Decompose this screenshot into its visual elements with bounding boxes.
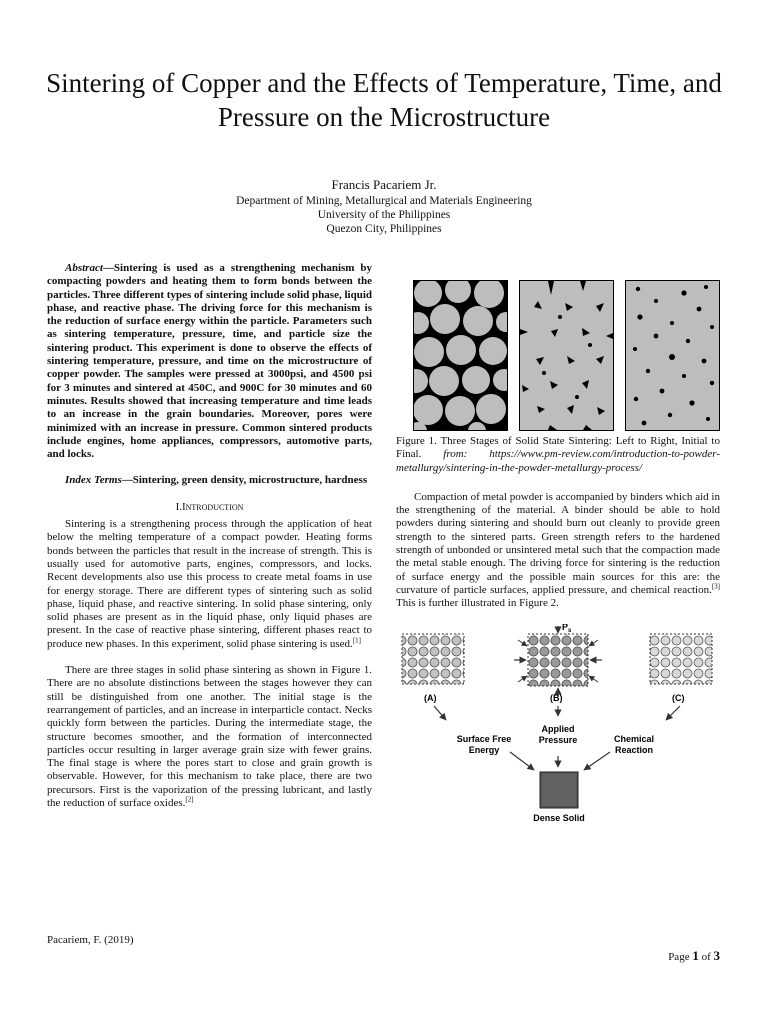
paragraph-text: There are three stages in solid phase sintering as shown in Figure 1. There are no absolute distinctions between the stages however they can still be distinguished from one another. The initial stage is the rearrangement of particles, and an increase in interparticle contact. Necks quickly form between the particles. During the intermediate stage, the structure becomes smoother, and the formation of interconnected particles occur resulting in larger average grain size with fewer grains. The final stage is where the pores start to close and grain growth is observable. However, for this mechanism to take place, there are two precursors. First is the vaporization of the pressing lubricant, and lastly the reduction of surface oxides. <box>47 664 372 809</box>
panel-label-b: (B) <box>550 692 563 703</box>
page-prefix: Page <box>668 951 693 963</box>
paragraph-text: Compaction of metal powder is accompanied by binders which aid in the strengthening of the material. A binder should be able to hold powders during sintering and should burn out cleanly to provide green strength to the sintered parts. Green strength refers to the hardened strength of unbonded or unsintered metal such that the compaction made the metal stable enough. The driving force for sintering is the reduction of surface energy and the possible main sources for this are: the curvature of particle surfaces, applied pressure, and chemical reaction. <box>396 490 720 596</box>
figure-1-panel-intermediate <box>519 280 614 431</box>
panel-label-a: (A) <box>424 692 437 703</box>
abstract-text: —Sintering is used as a strengthening mechanism by compacting powders and heating them to form bonds between the particles. Three different types of sintering include solid phase, liquid phase, and reactive phase. The driving force for this mechanism is the reduction of surface energy within the particle. Parameters such as sintering temperature, pressure, time, and particle size the sintering product. This experiment is done to observe the effects of sintering temperature, pressure, and time on the microstructure of copper powder. The samples were pressed at 3000psi, and 4500 psi for 3 minutes and sintered at 450C, and 900C for 30 minutes and 60 minutes. Results showed that increasing temperature and time leads to an increase in the grain boundaries. Moreover, pores were minimized with an increase in pressure. Common sintered products include engines, home appliances, compressors, automotive parts, and locks. <box>47 262 372 461</box>
affiliation-line: University of the Philippines <box>317 209 451 221</box>
figure-1-source-link[interactable]: from: https://www.pm-review.com/introduction-to-powder-metallurgy/sintering-in-the-powder-metallurgy-process/ <box>396 448 720 474</box>
figure-2 <box>396 624 720 834</box>
footer-citation: Pacariem, F. (2019) <box>47 934 134 946</box>
left-column <box>47 262 372 823</box>
dense-solid-label: Dense Solid <box>533 812 585 823</box>
figure-1-panel-initial <box>413 280 508 431</box>
page-current: 1 <box>692 948 699 963</box>
driver-label-chemical-reaction: Chemical Reaction <box>613 733 655 755</box>
index-terms-text: —Sintering, green density, microstructure, hardness <box>121 474 368 487</box>
panel-b <box>514 623 602 696</box>
panel-label-c: (C) <box>672 692 685 703</box>
affiliation-block <box>0 194 768 236</box>
driver-label-applied-pressure: Applied Pressure <box>538 723 578 745</box>
paragraph <box>396 491 720 611</box>
citation-ref[interactable]: [2] <box>185 795 194 804</box>
author-name: Francis Pacariem Jr. <box>331 177 437 192</box>
paragraph <box>47 664 372 810</box>
figure-1 <box>413 280 720 431</box>
driver-label-surface-energy: Surface Free Energy <box>456 733 512 755</box>
page-number <box>668 948 720 964</box>
citation-ref[interactable]: [3] <box>711 582 720 591</box>
page-total: 3 <box>713 948 720 963</box>
pressure-label: $P_s$ <box>562 623 572 634</box>
index-terms-label: Index Terms <box>65 474 122 487</box>
affiliation-line: Quezon City, Philippines <box>326 223 442 235</box>
affiliation-line: Department of Mining, Metallurgical and Materials Engineering <box>236 195 532 207</box>
paragraph <box>47 518 372 651</box>
abstract <box>47 262 372 461</box>
paper-title: Sintering of Copper and the Effects of Temperature, Time, and Pressure on the Microstructure <box>46 68 722 132</box>
figure-1-caption <box>396 435 720 475</box>
paragraph-text: Sintering is a strengthening process through the application of heat below the melting temperature of a compact powder. Heating forms bonds between the particles that result in the increase of strength. This is usually used for automotive parts, engines, compressors, and locks. Recent developments also use this process to create metal foams in use for energy storage. There are different types of sintering such as solid phase, liquid phase, and reactive sintering. In solid phase sintering, only solid phases are present as in the liquid phase, only liquid phases are present. In the case of reactive phase sintering, different phases react to produce new phases. In this experiment, solid phase sintering is used. <box>47 518 372 650</box>
panel-a <box>402 634 464 684</box>
citation-ref[interactable]: [1] <box>352 636 361 645</box>
paragraph-tail: This is further illustrated in Figure 2. <box>396 597 559 610</box>
right-column <box>396 280 720 834</box>
page-mid: of <box>698 951 714 963</box>
abstract-label: Abstract <box>65 262 103 274</box>
figure-1-caption-text: Figure 1. Three Stages of Solid State Sintering: Left to Right, Initial to Final. <box>396 435 720 461</box>
panel-c <box>650 634 712 684</box>
section-heading-introduction: I.Introduction <box>175 500 244 513</box>
figure-1-panel-final <box>625 280 720 431</box>
index-terms <box>47 474 372 487</box>
